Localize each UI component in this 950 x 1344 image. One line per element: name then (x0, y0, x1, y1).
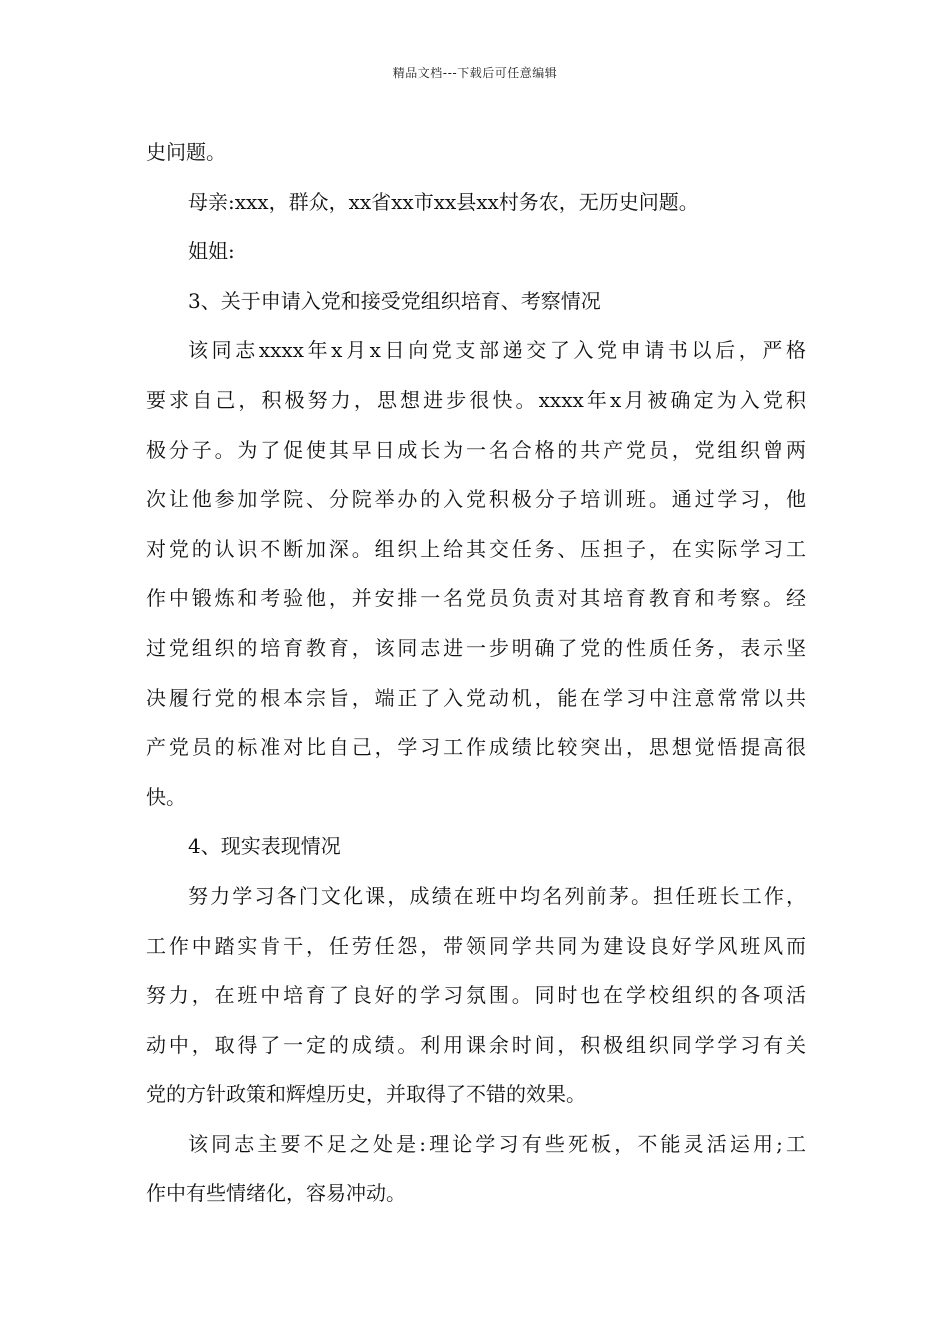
text-line: 努力，在班中培育了良好的学习氛围。同时也在学校组织的各项活 (146, 983, 806, 1008)
text-line: 动中，取得了一定的成绩。利用课余时间，积极组织同学学习有关 (146, 1032, 806, 1057)
section-heading: 4、现实表现情况 (188, 834, 341, 859)
text-line: 次让他参加学院、分院举办的入党积极分子培训班。通过学习，他 (146, 487, 806, 512)
text-line: 过党组织的培育教育，该同志进一步明确了党的性质任务，表示坚 (146, 635, 806, 660)
text-line: 产党员的标准对比自己，学习工作成绩比较突出，思想觉悟提高很 (146, 735, 806, 760)
text-line: 作中有些情绪化，容易冲动。 (146, 1181, 406, 1206)
text-line: 史问题。 (146, 140, 226, 164)
text-line: 努力学习各门文化课，成绩在班中均名列前茅。担任班长工作， (188, 883, 806, 908)
text-line: 姐姐: (188, 239, 235, 264)
document-body (146, 128, 806, 1219)
text-line: 该同志主要不足之处是:理论学习有些死板，不能灵活运用;工 (188, 1131, 806, 1156)
text-line: 党的方针政策和辉煌历史，并取得了不错的效果。 (146, 1082, 586, 1107)
text-line: 母亲:xxx，群众，xx省xx市xx县xx村务农，无历史问题。 (188, 189, 699, 214)
text-line: 快。 (146, 784, 186, 809)
text-line: 对党的认识不断加深。组织上给其交任务、压担子，在实际学习工 (146, 536, 806, 561)
text-line: 作中锻炼和考验他，并安排一名党员负责对其培育教育和考察。经 (146, 586, 806, 611)
text-line: 要求自己，积极努力，思想进步很快。xxxx年x月被确定为入党积 (146, 387, 806, 412)
section-heading: 3、关于申请入党和接受党组织培育、考察情况 (188, 288, 601, 313)
page-header: 精品文档---下载后可任意编辑 (392, 66, 558, 80)
text-line: 该同志xxxx年x月x日向党支部递交了入党申请书以后，严格 (188, 338, 806, 363)
text-line: 极分子。为了促使其早日成长为一名合格的共产党员，党组织曾两 (146, 437, 806, 462)
text-line: 决履行党的根本宗旨，端正了入党动机，能在学习中注意常常以共 (146, 685, 806, 710)
text-line: 工作中踏实肯干，任劳任怨，带领同学共同为建设良好学风班风而 (146, 933, 806, 958)
